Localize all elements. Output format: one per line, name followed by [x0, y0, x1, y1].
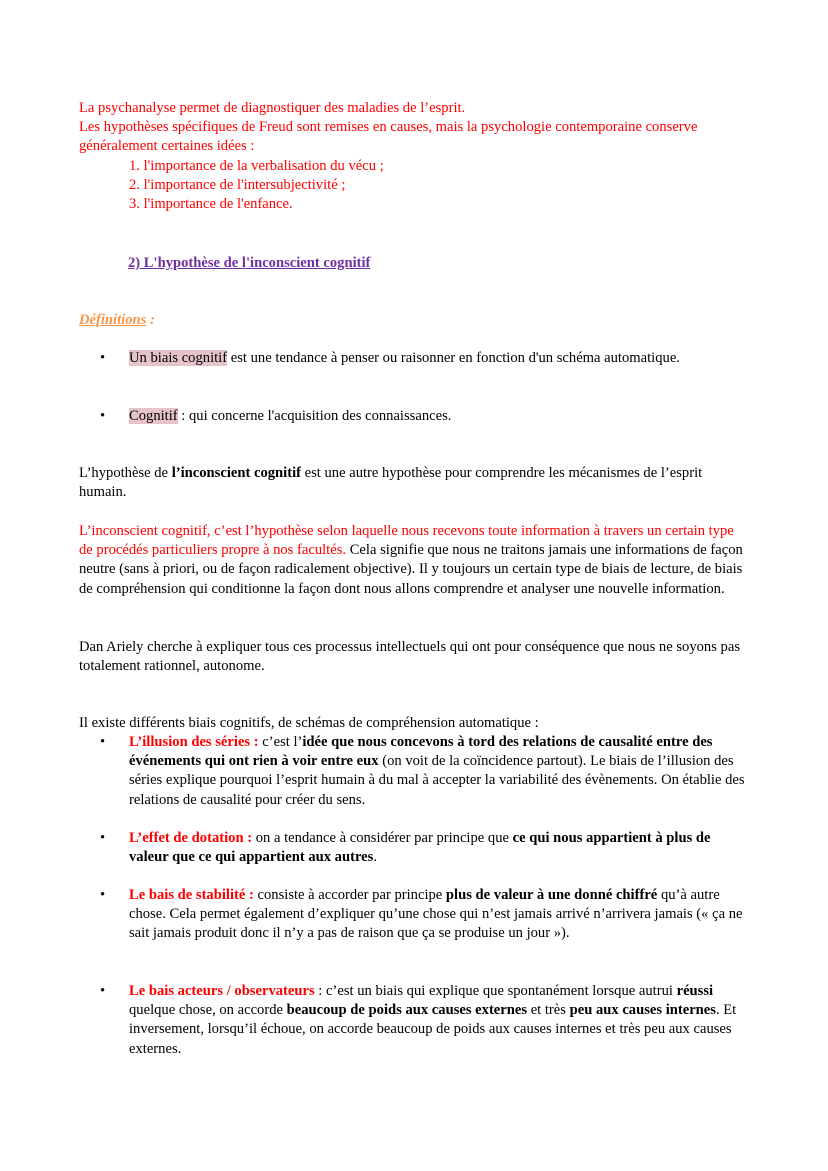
- intro-list-item: 2. l'importance de l'intersubjectivité ;: [129, 176, 346, 193]
- bullet-icon: •: [100, 408, 106, 424]
- definition-item: [129, 349, 751, 368]
- text-run: : c’est un biais qui explique que spontanément lorsque autrui: [314, 983, 677, 999]
- text-run: quelque chose, on accorde: [129, 1002, 287, 1019]
- intro-list: [79, 157, 751, 215]
- paragraph-definition: [79, 522, 751, 599]
- bold-run: beaucoup de poids aux causes externes: [286, 1002, 528, 1019]
- bold-run: plus de valeur à une donné chiffré: [445, 887, 658, 903]
- bias-item: [129, 733, 751, 810]
- section-title: 2) L'hypothèse de l'inconscient cognitif: [128, 255, 371, 271]
- red-run: L’inconscient cognitif, c’est l’hypothèse selon laquelle nous recevons toute information à travers un certain type de procédés particuliers propre à nos facultés.: [79, 523, 734, 559]
- paragraph-inconscient: [79, 464, 751, 502]
- definition-text: est une tendance à penser ou raisonner en fonction d'un schéma automatique.: [227, 350, 680, 366]
- bullet-icon: •: [100, 887, 106, 903]
- definitions-heading: [79, 311, 155, 330]
- text-run: .: [373, 849, 377, 866]
- paragraph-biases-intro: Il existe différents biais cognitifs, de schémas de compréhension automatique :: [79, 715, 539, 731]
- bias-title: L’illusion des séries :: [129, 734, 259, 750]
- bias-item: [129, 886, 751, 944]
- text-run: et très: [527, 1002, 570, 1019]
- bias-title: L’effet de dotation :: [129, 830, 253, 846]
- bullet-icon: •: [100, 350, 106, 366]
- text-run: on a tendance à considérer par principe que: [252, 830, 513, 846]
- bias-item: [129, 829, 751, 867]
- bullet-icon: •: [100, 983, 106, 999]
- definition-term: Un biais cognitif: [129, 350, 228, 366]
- definition-text: : qui concerne l'acquisition des connaissances.: [177, 408, 452, 424]
- bias-item: [129, 982, 751, 1059]
- paragraph-ariely: Dan Ariely cherche à expliquer tous ces processus intellectuels qui ont pour conséquence que nous ne soyons pas totalement rationnel, autonome.: [79, 639, 740, 675]
- text-run: consiste à accorder par principe: [253, 887, 446, 903]
- bias-title: Le bais acteurs / observateurs: [129, 983, 315, 999]
- definition-item: [129, 407, 751, 426]
- text-run: (on voit de la coïncidence partout). Le biais de l’illusion des séries explique pourquoi l’esprit humain à du mal à accepter la variabilité des évènements. On établie des relations de causalité pour créer du sens.: [129, 753, 745, 808]
- text-run: . Et inversement, lorsqu’il échoue, on accorde beaucoup de poids aux causes internes et très peu aux causes externes.: [129, 1002, 737, 1057]
- bold-run: réussi: [676, 983, 714, 999]
- bullet-icon: •: [100, 830, 106, 846]
- bullet-icon: •: [100, 734, 106, 750]
- text-run: Cela signifie que nous ne traitons jamais une informations de façon neutre (sans à priori, ou de façon radicalement objective). Il y toujours un certain type de biais de lecture, de biais de compréhension qui conditionne la façon dont nous allons comprendre et analyser une nouvelle information.: [79, 542, 743, 597]
- text-run: c’est l’: [258, 734, 303, 750]
- bold-run: ce qui nous appartient à plus de valeur que ce qui appartient aux autres: [129, 830, 711, 866]
- definition-term: Cognitif: [129, 408, 178, 424]
- bold-run: l’inconscient cognitif: [171, 465, 301, 481]
- definitions-colon: :: [146, 312, 155, 328]
- bias-title: Le bais de stabilité :: [129, 887, 254, 903]
- text-run: qu’à autre chose. Cela permet également d’expliquer qu’une chose qui n’est jamais arrivé n’arrivera jamais (« ça ne sait jamais produit donc il n’y a pas de raison que ça se produise un jour »).: [129, 887, 743, 942]
- bold-run: idée que nous concevons à tord des relations de causalité entre des événements qui ont rien à voir entre eux: [129, 734, 713, 770]
- text-run: L’hypothèse de: [79, 465, 172, 481]
- intro-line-1: La psychanalyse permet de diagnostiquer des maladies de l’esprit.: [79, 100, 466, 116]
- text-run: est une autre hypothèse pour comprendre les mécanismes de l’esprit humain.: [79, 465, 703, 501]
- intro-line-2: Les hypothèses spécifiques de Freud sont remises en causes, mais la psychologie contemporaine conserve généralement certaines idées :: [79, 119, 698, 155]
- intro-list-item: 3. l'importance de l'enfance.: [129, 196, 293, 213]
- intro-list-item: 1. l'importance de la verbalisation du vécu ;: [129, 157, 384, 174]
- bold-run: peu aux causes internes: [569, 1002, 716, 1019]
- intro-block: [79, 99, 751, 214]
- definitions-label: Définitions: [79, 312, 147, 328]
